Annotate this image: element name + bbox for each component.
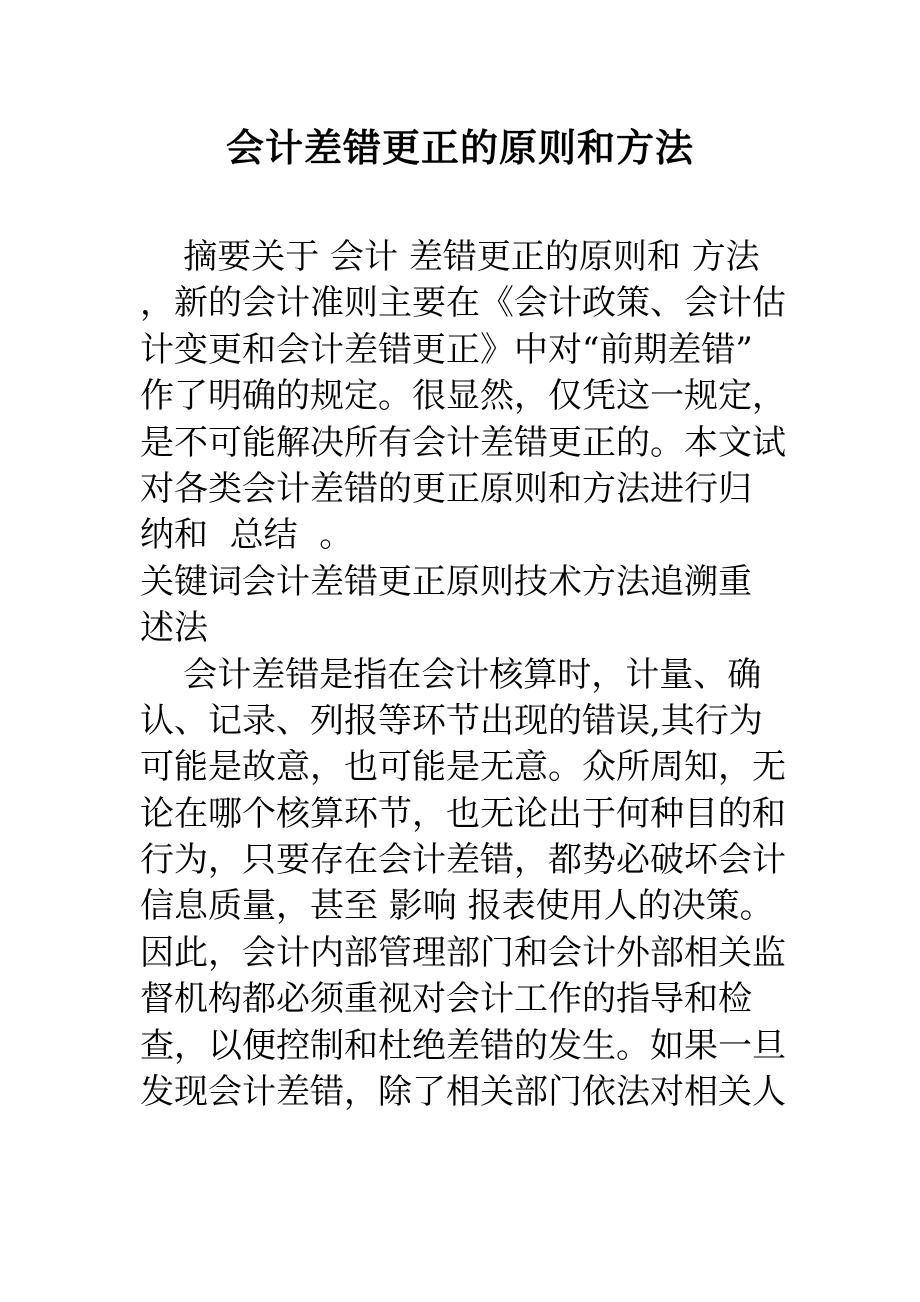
text-line: 可能是故意，也可能是无意。众所周知，无 [140,747,786,788]
document-title: 会计差错更正的原则和方法 [225,125,694,170]
text-line: 论在哪个核算环节，也无论出于何种目的和 [140,793,786,834]
text-line: 摘要关于 会计 差错更正的原则和 方法 [140,237,760,277]
text-line: 查，以便控制和杜绝差错的发生。如果一旦 [140,1025,786,1066]
text-line: 是不可能解决所有会计差错更正的。本文试 [140,422,786,463]
text-line: 对各类会计差错的更正原则和方法进行归 [140,468,752,509]
text-line: ，新的会计准则主要在《会计政策、会计估 [140,283,786,324]
text-line: 计变更和会计差错更正》中对“前期差错” [140,329,753,370]
document-body [140,234,800,1115]
text-line: 因此，会计内部管理部门和会计外部相关监 [140,932,786,973]
text-line: 信息质量，甚至 影响 报表使用人的决策。 [140,886,774,927]
text-line: 作了明确的规定。很显然，仅凭这一规定， [140,376,786,417]
text-line: 发现会计差错，除了相关部门依法对相关人 [140,1072,786,1113]
keywords-line: 关键词会计差错更正原则技术方法追溯重 [140,561,752,602]
text-line: 纳和 总结 。 [140,515,354,556]
text-line: 督机构都必须重视对会计工作的指导和检 [140,979,752,1020]
text-line: 会计差错是指在会计核算时，计量、确 [140,654,762,695]
text-line: 认、记录、列报等环节出现的错误,其行为 [140,700,763,741]
keywords-line: 述法 [140,608,208,649]
text-line: 行为，只要存在会计差错，都势必破坏会计 [140,840,786,881]
